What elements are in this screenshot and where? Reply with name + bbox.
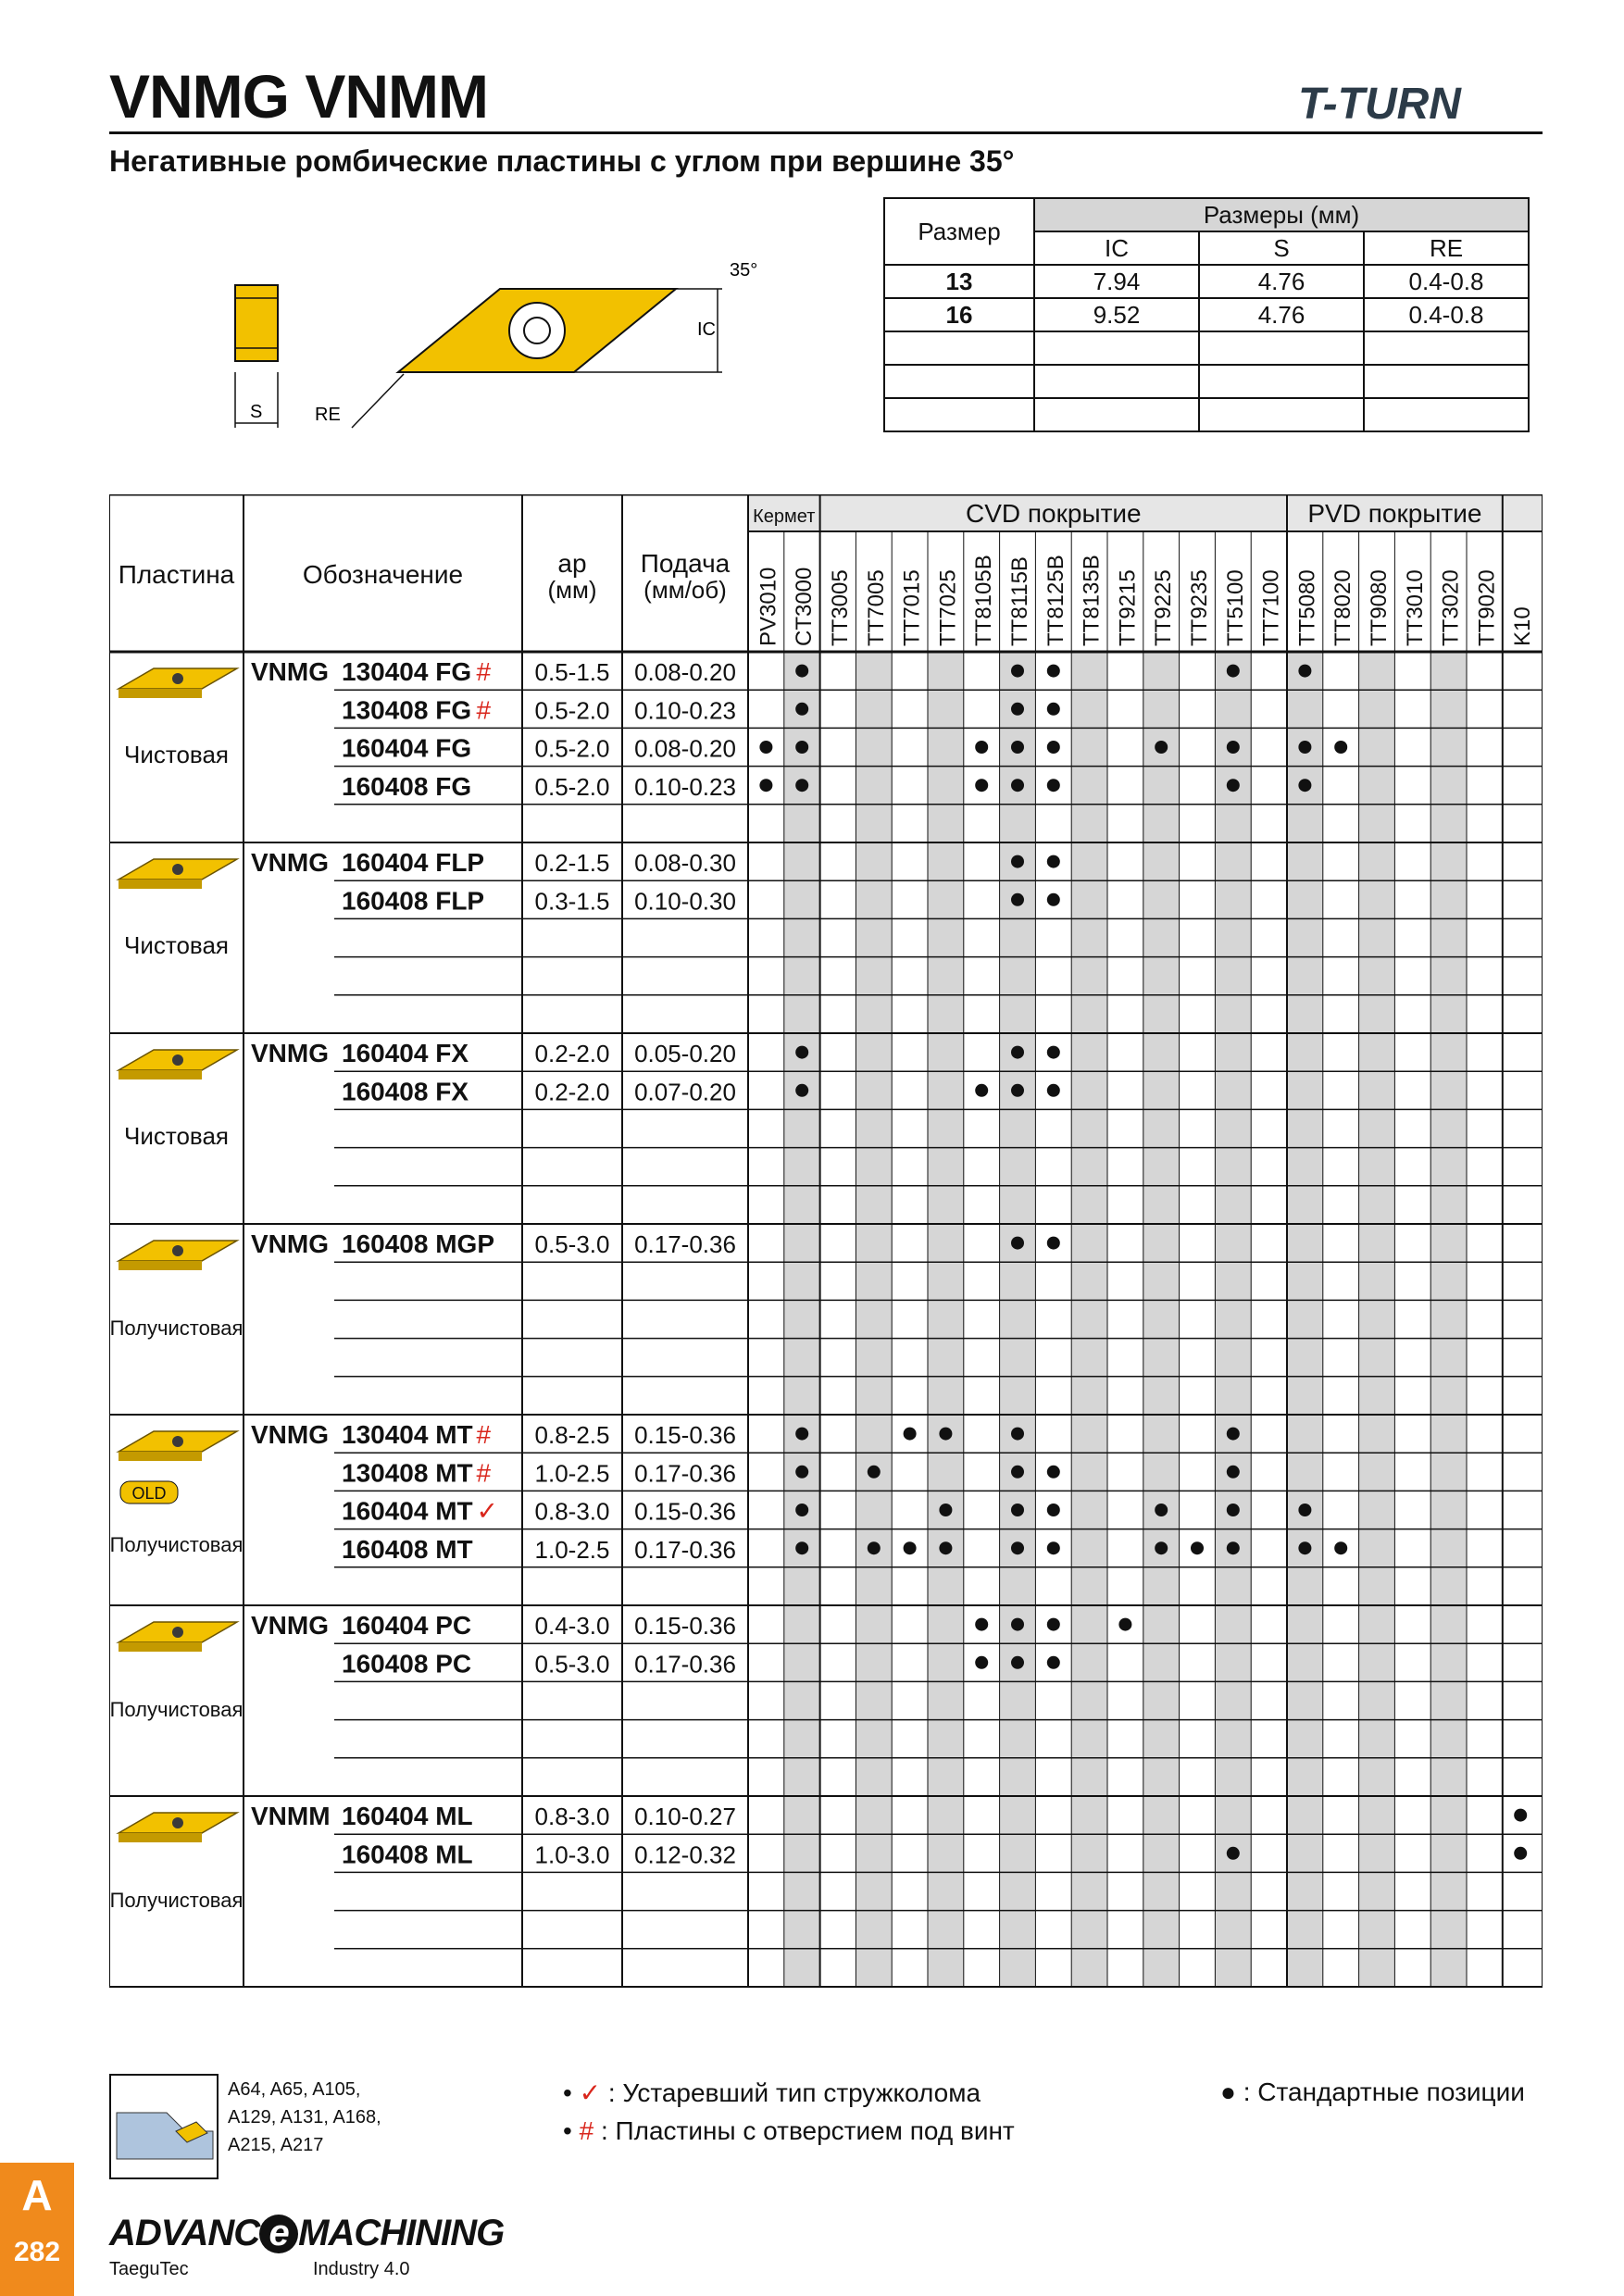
page-refs-line: A215, A217 xyxy=(228,2135,324,2155)
feed-value: 0.07-0.20 xyxy=(634,1078,736,1106)
availability-dot xyxy=(1155,741,1168,754)
availability-dot xyxy=(1011,855,1024,868)
application-label: Чистовая xyxy=(124,741,229,768)
insert-icon-side xyxy=(119,1642,202,1652)
designation-code: 160408 FG xyxy=(342,771,472,801)
legend-obsolete-text: : Устаревший тип стружколома xyxy=(607,2078,981,2107)
col-feed-header: Подача xyxy=(640,549,731,578)
availability-dot xyxy=(1298,1541,1311,1554)
availability-dot xyxy=(975,741,988,754)
designation-code: 160408 PC xyxy=(342,1649,472,1678)
grade-name: TT9080 xyxy=(1367,569,1392,646)
grade-name: TT8135B xyxy=(1079,555,1105,646)
insert-hole-icon xyxy=(172,1054,183,1066)
grade-name: TT5080 xyxy=(1294,569,1320,646)
availability-dot xyxy=(1298,741,1311,754)
insert-hole-icon xyxy=(172,1627,183,1638)
insert-hole-icon xyxy=(172,1817,183,1828)
application-label: Получистовая xyxy=(109,1533,244,1556)
advance-machining-logo xyxy=(109,2213,505,2287)
feed-value: 0.17-0.36 xyxy=(634,1230,736,1259)
col-s: S xyxy=(1199,231,1364,265)
grade-name: TT8105B xyxy=(971,555,997,646)
application-label: Получистовая xyxy=(109,1316,244,1340)
old-badge-label: OLD xyxy=(131,1484,167,1503)
s-cell: 4.76 xyxy=(1199,298,1364,331)
availability-dot xyxy=(1227,1466,1240,1479)
logo-sub-right: Industry 4.0 xyxy=(313,2259,410,2279)
ap-value: 0.8-3.0 xyxy=(534,1803,610,1831)
col-re: RE xyxy=(1364,231,1529,265)
insert-icon-side xyxy=(119,1452,202,1461)
ap-value: 0.2-2.0 xyxy=(534,1078,610,1106)
availability-dot xyxy=(1298,779,1311,792)
size-table xyxy=(883,197,1530,432)
grade-name: TT3010 xyxy=(1402,569,1428,646)
page-subtitle: Негативные ромбические пластины с углом при вершине 35° xyxy=(109,144,1015,178)
designation-code: 160408 ML xyxy=(342,1840,473,1869)
ap-value: 0.5-2.0 xyxy=(534,772,610,801)
designation-code: 160404 FG xyxy=(342,733,472,763)
brand-logo-text: T-TURN xyxy=(1298,80,1461,129)
availability-dot xyxy=(1227,1847,1240,1860)
feed-value: 0.15-0.36 xyxy=(634,1612,736,1641)
availability-dot xyxy=(795,779,808,792)
availability-dot xyxy=(1191,1541,1204,1554)
size-cell: 16 xyxy=(884,298,1034,331)
hash-icon: # xyxy=(476,657,492,687)
ap-value: 0.8-2.5 xyxy=(534,1421,610,1450)
grade-name: TT7025 xyxy=(935,569,961,646)
grade-table xyxy=(109,494,1543,2064)
application-label: Чистовая xyxy=(124,931,229,959)
grade-column-shade xyxy=(1071,652,1107,1987)
availability-dot xyxy=(795,1504,808,1516)
col-insert-header: Пластина xyxy=(118,560,235,589)
bullet-icon: • xyxy=(563,2078,572,2107)
availability-dot xyxy=(1011,1541,1024,1554)
feed-value: 0.17-0.36 xyxy=(634,1650,736,1678)
designation-prefix: VNMG xyxy=(251,657,329,687)
insert-icon-side xyxy=(119,689,202,698)
grade-column-shade xyxy=(1143,652,1180,1987)
grade-column-shade xyxy=(784,652,820,1987)
hash-icon: # xyxy=(476,695,492,725)
availability-dot xyxy=(1011,741,1024,754)
grade-column-shade xyxy=(856,652,892,1987)
bullet-icon: • xyxy=(563,2116,572,2145)
grade-name: TT8115B xyxy=(1007,556,1032,646)
availability-dot xyxy=(1011,779,1024,792)
availability-dot xyxy=(795,1466,808,1479)
availability-dot xyxy=(1227,741,1240,754)
availability-dot xyxy=(1047,1618,1060,1631)
insert-icon-side xyxy=(119,880,202,889)
grade-name: TT9215 xyxy=(1115,569,1141,646)
col-designation-header: Обозначение xyxy=(302,560,464,589)
availability-dot xyxy=(1047,855,1060,868)
ap-value: 0.3-1.5 xyxy=(534,887,610,916)
grade-name: TT7015 xyxy=(899,569,925,646)
page-number: 282 xyxy=(13,2237,61,2267)
availability-dot xyxy=(904,1428,917,1441)
availability-dot xyxy=(1011,1656,1024,1669)
re-cell: 0.4-0.8 xyxy=(1364,298,1529,331)
group-cermet-header: Кермет xyxy=(753,506,816,527)
availability-dot xyxy=(975,1084,988,1097)
grade-name: PV3010 xyxy=(756,567,781,646)
designation-code: 160404 PC xyxy=(342,1611,472,1641)
hash-icon: # xyxy=(476,1420,492,1450)
col-ap-unit: (мм) xyxy=(547,576,597,604)
col-ap-header: ap xyxy=(557,549,587,578)
size-header: Размер xyxy=(884,198,1034,265)
availability-dot xyxy=(1011,1084,1024,1097)
availability-dot xyxy=(868,1541,881,1554)
legend-screw xyxy=(563,2116,1015,2146)
availability-dot xyxy=(939,1428,952,1441)
designation-code: 130404 FG xyxy=(342,657,472,687)
check-icon: ✓ xyxy=(579,2078,602,2107)
availability-dot xyxy=(795,665,808,678)
insert-hole-icon xyxy=(172,1245,183,1256)
availability-dot xyxy=(795,1084,808,1097)
logo-part: ADVANC xyxy=(109,2213,260,2253)
grade-column-shade xyxy=(928,652,964,1987)
grade-column-shade xyxy=(1430,652,1467,1987)
legend-standard xyxy=(1220,2078,1525,2107)
feed-value: 0.08-0.20 xyxy=(634,658,736,687)
grade-name: TT3020 xyxy=(1438,569,1464,646)
availability-dot xyxy=(1227,665,1240,678)
feed-value: 0.10-0.27 xyxy=(634,1803,736,1831)
feed-value: 0.17-0.36 xyxy=(634,1535,736,1564)
availability-dot xyxy=(1011,703,1024,716)
availability-dot xyxy=(1047,1504,1060,1516)
ic-label: IC xyxy=(697,319,716,340)
designation-prefix: VNMG xyxy=(251,848,329,878)
designation-code: 130408 FG xyxy=(342,695,472,725)
availability-dot xyxy=(1514,1847,1527,1860)
designation-code: 130404 MT xyxy=(342,1420,473,1450)
availability-dot xyxy=(1011,665,1024,678)
ic-cell: 7.94 xyxy=(1034,265,1199,298)
availability-dot xyxy=(795,1428,808,1441)
check-icon: ✓ xyxy=(476,1496,498,1526)
logo-part: MACHINING xyxy=(298,2213,505,2253)
ap-value: 0.5-2.0 xyxy=(534,696,610,725)
ap-value: 0.5-2.0 xyxy=(534,734,610,763)
availability-dot xyxy=(939,1541,952,1554)
availability-dot xyxy=(1047,703,1060,716)
grade-name: TT9225 xyxy=(1151,569,1177,646)
availability-dot xyxy=(1047,1466,1060,1479)
designation-prefix: VNMG xyxy=(251,1229,329,1259)
availability-dot xyxy=(1011,1237,1024,1250)
grade-column-shade xyxy=(1287,652,1323,1987)
designation-code: 160404 FX xyxy=(342,1039,468,1068)
designation-code: 160408 FLP xyxy=(342,886,485,916)
page-refs xyxy=(228,2076,381,2159)
availability-dot xyxy=(1047,1656,1060,1669)
grade-name: TT7005 xyxy=(863,569,889,646)
designation-code: 130408 MT xyxy=(342,1458,473,1488)
grade-name: TT5100 xyxy=(1222,569,1248,646)
availability-dot xyxy=(795,741,808,754)
insert-icon-side xyxy=(119,1261,202,1270)
designation-prefix: VNMG xyxy=(251,1611,329,1641)
feed-value: 0.15-0.36 xyxy=(634,1497,736,1526)
insert-hole-icon xyxy=(172,864,183,875)
designation-code: 160404 ML xyxy=(342,1802,473,1831)
grade-name: K10 xyxy=(1510,606,1536,646)
grade-name: TT8020 xyxy=(1330,569,1356,646)
logo-e-icon: e xyxy=(259,2215,298,2253)
size-cell: 13 xyxy=(884,265,1034,298)
feed-value: 0.10-0.23 xyxy=(634,772,736,801)
availability-dot xyxy=(975,1656,988,1669)
grade-grid xyxy=(109,494,1543,2059)
ap-value: 0.8-3.0 xyxy=(534,1497,610,1526)
designation-code: 160408 MGP xyxy=(342,1229,494,1259)
availability-dot xyxy=(1298,665,1311,678)
ap-value: 0.5-3.0 xyxy=(534,1230,610,1259)
ap-value: 0.5-3.0 xyxy=(534,1650,610,1678)
page-refs-line: A129, A131, A168, xyxy=(228,2107,381,2128)
ap-value: 1.0-2.5 xyxy=(534,1535,610,1564)
re-label: RE xyxy=(315,405,341,425)
feed-value: 0.12-0.32 xyxy=(634,1841,736,1869)
availability-dot xyxy=(1514,1809,1527,1822)
designation-code: 160404 MT xyxy=(342,1496,473,1526)
col-feed-unit: (мм/об) xyxy=(643,576,727,604)
availability-dot xyxy=(1047,665,1060,678)
feed-value: 0.17-0.36 xyxy=(634,1459,736,1488)
designation-code: 160408 FX xyxy=(342,1077,468,1106)
section-letter: A xyxy=(21,2171,53,2219)
grade-name: TT8125B xyxy=(1043,555,1068,646)
designation-code: 160408 MT xyxy=(342,1534,473,1564)
availability-dot xyxy=(1334,741,1347,754)
availability-dot xyxy=(1227,1428,1240,1441)
page-title: VNMG VNMM xyxy=(109,62,488,131)
availability-dot xyxy=(975,1618,988,1631)
insert-hole-icon xyxy=(172,673,183,684)
availability-dot xyxy=(795,1541,808,1554)
insert-diagram xyxy=(222,243,759,451)
legend xyxy=(109,2074,1543,2185)
availability-dot xyxy=(1011,1504,1024,1516)
grade-column-shade xyxy=(1359,652,1395,1987)
availability-dot xyxy=(795,1046,808,1059)
availability-dot xyxy=(868,1466,881,1479)
feed-value: 0.08-0.20 xyxy=(634,734,736,763)
designation-code: 160404 FLP xyxy=(342,848,485,878)
angle-label: 35° xyxy=(730,260,758,281)
availability-dot xyxy=(759,741,772,754)
feed-value: 0.05-0.20 xyxy=(634,1040,736,1068)
availability-dot xyxy=(939,1504,952,1516)
grade-column-shade xyxy=(1000,652,1036,1987)
designation-prefix: VNMG xyxy=(251,1420,329,1450)
availability-dot xyxy=(904,1541,917,1554)
grade-name: TT9235 xyxy=(1187,569,1212,646)
availability-dot xyxy=(1047,893,1060,906)
s-label: S xyxy=(250,402,263,422)
ap-value: 1.0-2.5 xyxy=(534,1459,610,1488)
group-cvd-header: CVD покрытие xyxy=(965,499,1142,528)
designation-prefix: VNMM xyxy=(251,1802,331,1831)
logo-sub-left: TaeguTec xyxy=(109,2259,189,2279)
brand-logo xyxy=(1294,72,1544,142)
availability-dot xyxy=(1047,1046,1060,1059)
availability-dot xyxy=(1227,1504,1240,1516)
availability-dot xyxy=(1047,1237,1060,1250)
hash-icon: # xyxy=(579,2116,594,2145)
application-label: Получистовая xyxy=(109,1698,244,1721)
grade-name: TT9020 xyxy=(1474,569,1500,646)
ap-value: 0.4-3.0 xyxy=(534,1612,610,1641)
availability-dot xyxy=(1298,1504,1311,1516)
availability-dot xyxy=(975,779,988,792)
availability-dot xyxy=(1227,1541,1240,1554)
availability-dot xyxy=(1047,779,1060,792)
ap-value: 0.2-2.0 xyxy=(534,1040,610,1068)
application-label: Чистовая xyxy=(124,1122,229,1150)
ap-value: 0.2-1.5 xyxy=(534,849,610,878)
page-refs-line: A64, A65, A105, xyxy=(228,2079,361,2100)
insert-icon-side xyxy=(119,1070,202,1079)
section-tab xyxy=(0,2163,74,2296)
designation-prefix: VNMG xyxy=(251,1039,329,1068)
availability-dot xyxy=(1011,1428,1024,1441)
grade-name: TT7100 xyxy=(1258,569,1284,646)
availability-dot xyxy=(1334,1541,1347,1554)
availability-dot xyxy=(795,703,808,716)
grade-column-shade xyxy=(1215,652,1251,1987)
availability-dot xyxy=(1155,1541,1168,1554)
availability-dot xyxy=(1047,1541,1060,1554)
ap-value: 1.0-3.0 xyxy=(534,1841,610,1869)
legend-obsolete xyxy=(563,2078,981,2108)
availability-dot xyxy=(1011,1618,1024,1631)
availability-dot xyxy=(1011,1046,1024,1059)
feed-value: 0.10-0.30 xyxy=(634,887,736,916)
availability-dot xyxy=(1011,893,1024,906)
insert-icon-side xyxy=(119,1833,202,1842)
grade-name: TT3005 xyxy=(828,569,853,646)
toolholder-thumbnail xyxy=(109,2074,219,2179)
dot-icon: ● xyxy=(1220,2078,1236,2106)
availability-dot xyxy=(1227,779,1240,792)
grade-name: CT3000 xyxy=(792,567,818,646)
re-cell: 0.4-0.8 xyxy=(1364,265,1529,298)
availability-dot xyxy=(1155,1504,1168,1516)
ap-value: 0.5-1.5 xyxy=(534,658,610,687)
dims-header: Размеры (мм) xyxy=(1034,198,1529,231)
application-label: Получистовая xyxy=(109,1889,244,1912)
s-cell: 4.76 xyxy=(1199,265,1364,298)
feed-value: 0.10-0.23 xyxy=(634,696,736,725)
feed-value: 0.15-0.36 xyxy=(634,1421,736,1450)
availability-dot xyxy=(1011,1466,1024,1479)
col-ic: IC xyxy=(1034,231,1199,265)
ic-cell: 9.52 xyxy=(1034,298,1199,331)
legend-standard-text: : Стандартные позиции xyxy=(1243,2078,1525,2106)
legend-screw-text: : Пластины с отверстием под винт xyxy=(600,2116,1015,2145)
availability-dot xyxy=(1118,1618,1131,1631)
insert-hole-icon xyxy=(172,1436,183,1447)
hash-icon: # xyxy=(476,1458,492,1488)
feed-value: 0.08-0.30 xyxy=(634,849,736,878)
availability-dot xyxy=(1047,1084,1060,1097)
availability-dot xyxy=(759,779,772,792)
availability-dot xyxy=(1047,741,1060,754)
group-pvd-header: PVD покрытие xyxy=(1307,499,1482,528)
